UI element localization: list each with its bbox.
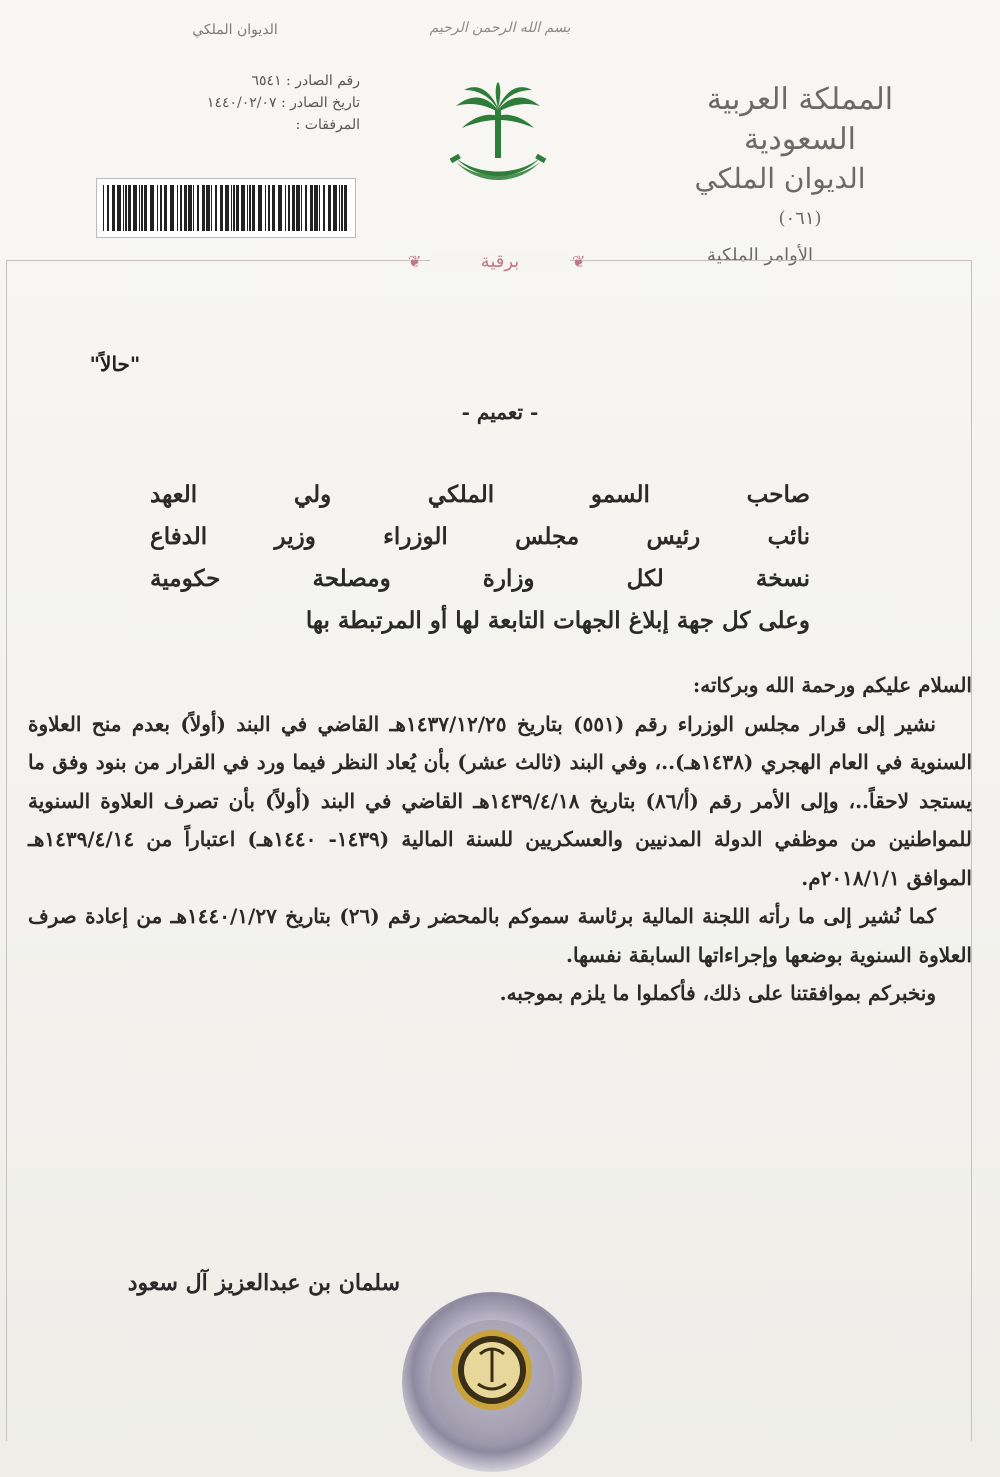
paragraph: ونخبركم بموافقتنا على ذلك، فأكملوا ما يلزم بموجبه. — [499, 981, 936, 1005]
attachments-label: المرفقات : — [295, 117, 360, 133]
barcode-bar — [220, 185, 223, 231]
addressee-line: صاحب السمو الملكي ولي العهد — [150, 481, 810, 508]
saudi-emblem-icon — [448, 82, 548, 192]
barcode-bar — [117, 185, 121, 231]
barcode-bar — [319, 185, 320, 231]
barcode-bar — [139, 185, 140, 231]
barcode-bar — [144, 185, 147, 231]
barcode-bar — [333, 185, 337, 231]
barcode-bar — [268, 185, 270, 231]
addressee-line: نسخة لكل وزارة ومصلحة حكومية — [150, 565, 810, 592]
royal-seal-icon — [400, 1290, 585, 1475]
barcode-bar — [206, 185, 210, 231]
barcode-bar — [188, 185, 192, 231]
barcode-bar — [123, 185, 124, 231]
barcode-bar — [211, 185, 212, 231]
barcode-bar — [285, 185, 286, 231]
greeting: السلام عليكم ورحمة الله وبركاته: — [692, 673, 972, 697]
ornament-icon: ❦ — [572, 252, 586, 271]
barcode-bar — [344, 185, 347, 231]
royal-court-title: الديوان الملكي — [694, 162, 866, 195]
addressee-block — [150, 474, 810, 642]
barcode-bar — [328, 185, 331, 231]
barcode-bar — [241, 185, 245, 231]
barcode-bar — [341, 185, 343, 231]
barcode-bar — [197, 185, 199, 231]
barcode-bar — [265, 185, 266, 231]
barcode-bar — [231, 185, 232, 231]
barcode-bar — [164, 185, 167, 231]
barcode-bar — [323, 185, 325, 231]
addressee-line: نائب رئيس مجلس الوزراء وزير الدفاع — [150, 523, 810, 550]
ornament-icon: ❦ — [408, 252, 422, 271]
paragraph: كما نُشير إلى ما رأته اللجنة المالية برئاسة سموكم بالمحضر رقم (٢٦) بتاريخ ١٤٤٠/١/٢٧هـ من إعادة صرف العلاوة السنوية بوضعها وإجراءاتها السابقة نفسها. — [28, 904, 972, 967]
barcode-bar — [305, 185, 307, 231]
barcode-bar — [247, 185, 248, 231]
issue-number: رقم الصادر : ٦٥٤١ — [251, 73, 360, 89]
barcode-bar — [236, 185, 239, 231]
paragraph: نشير إلى قرار مجلس الوزراء رقم (٥٥١) بتاريخ ١٤٣٧/١٢/٢٥هـ القاضي في البند (أولاً) بعدم منح العلاوة السنوية في العام الهجري (١٤٣٨هـ)..، وفي البند (ثالث عشر) بأن يُعاد النظر فيما ورد في القرار من بنود وفق ما يستجد لاحقاً..، وإلى الأمر رقم (أ/٨٦) بتاريخ ١٤٣٩/٤/١٨هـ القاضي في البند (أولاً) بأن تصرف العلاوة السنوية للمواطنين من موظفي الدولة المدنيين والعسكريين للسنة المالية (١٤٣٩- ١٤٤٠هـ) اعتباراً من ١٤٣٩/٤/١٤هـ الموافق ٢٠١٨/١/١م. — [28, 711, 973, 890]
issue-metadata — [110, 70, 360, 136]
barcode-bar — [180, 185, 182, 231]
barcode-bar — [301, 185, 302, 231]
kingdom-title: المملكة العربية السعودية — [706, 82, 894, 157]
letterhead — [650, 80, 950, 270]
barcode-bar — [288, 185, 290, 231]
royal-orders-label: الأوامر الملكية — [706, 245, 814, 266]
barcode-bar — [128, 185, 131, 231]
barcode-bar — [339, 185, 340, 231]
issue-date: تاريخ الصادر : ١٤٤٠/٠٢/٠٧ — [206, 95, 360, 111]
barcode-bar — [125, 185, 127, 231]
barcode-bar — [310, 185, 313, 231]
barcode-bar — [292, 185, 295, 231]
barcode-bar — [249, 185, 251, 231]
barcode-bar — [272, 185, 275, 231]
barcode-bar — [177, 185, 178, 231]
barcode-bar — [141, 185, 143, 231]
barcode-bar — [193, 185, 194, 231]
barcode-bar — [112, 185, 115, 231]
barcode-bar — [107, 185, 109, 231]
telegram-label: برقية — [430, 250, 570, 274]
bismillah: بسم الله الرحمن الرحيم — [429, 20, 571, 36]
left-royal-court-label: الديوان الملكي — [192, 22, 278, 38]
barcode-bar — [233, 185, 235, 231]
barcode-bar — [150, 185, 154, 231]
addressee-line: وعلى كل جهة إبلاغ الجهات التابعة لها أو المرتبطة بها — [305, 607, 810, 634]
barcode-bar — [184, 185, 187, 231]
barcode-bar — [103, 185, 104, 231]
barcode-bar — [157, 185, 158, 231]
barcode-bar — [252, 185, 255, 231]
barcode-bar — [215, 185, 217, 231]
barcode-bar — [133, 185, 137, 231]
barcode-bar — [225, 185, 229, 231]
barcode-bar — [160, 185, 162, 231]
circular-title: - تعميم - — [461, 400, 539, 424]
letter-body — [28, 666, 972, 1013]
barcode-bar — [170, 185, 174, 231]
barcode-bar — [314, 185, 318, 231]
barcode-bar — [296, 185, 300, 231]
barcode-icon — [96, 178, 356, 238]
signature-name: سلمان بن عبدالعزيز آل سعود — [127, 1270, 400, 1296]
barcode-bar — [202, 185, 205, 231]
urgency-label: "حالاً" — [89, 352, 141, 376]
office-code: (٠٦١) — [778, 208, 822, 229]
barcode-bar — [258, 185, 262, 231]
barcode-bar — [278, 185, 282, 231]
